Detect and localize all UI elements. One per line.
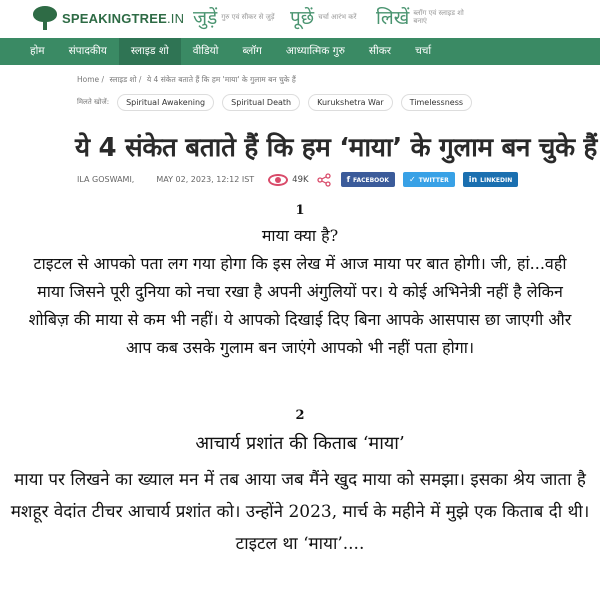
- nav-slideshow[interactable]: स्लाइड शो: [119, 38, 181, 65]
- section-title: माया क्या है?: [261, 226, 339, 245]
- write-subtext: ब्लॉग एवं स्लाइड शो बनाएं: [413, 9, 464, 25]
- nav-seeker[interactable]: सीकर: [368, 45, 392, 57]
- share-icon[interactable]: [317, 173, 331, 187]
- section-text: टाइटल से आपको पता लग गया होगा कि इस लेख में आज माया पर बात होगी। जी, हां...वही माया जिसने पूरी दुनिया को नचा रखा है अपनी अंगुलियों पर। ये कोई अभिनेत्री नहीं है लेकिन शोबिज़ की माया से कम भी नहीं। ये आपको दिखाई दिए बिना आपके आसपास छा जाएगी और आप कब उसके गुलाम बन जाएंगे आपको भी नहीं पता होगा।: [28, 254, 572, 357]
- breadcrumb-slideshow[interactable]: स्लाइड शो /: [109, 75, 142, 84]
- ask-action[interactable]: [290, 4, 374, 30]
- article-meta: [77, 172, 526, 187]
- top-bar: [0, 0, 600, 38]
- view-count: 49K: [292, 174, 309, 185]
- tag-chip[interactable]: Spiritual Death: [222, 94, 300, 111]
- section-number: 1: [295, 203, 305, 218]
- site-logo[interactable]: [32, 6, 184, 30]
- nav-spiritual-gurus[interactable]: आध्यात्मिक गुरु: [285, 45, 345, 57]
- tag-chip[interactable]: Timelessness: [401, 94, 472, 111]
- tags-label: मिलते खोजें:: [77, 98, 110, 106]
- nav-video[interactable]: वीडियो: [192, 45, 219, 57]
- twitter-share-button[interactable]: ✓ TWITTER: [403, 172, 455, 187]
- tag-chip[interactable]: Spiritual Awakening: [117, 94, 214, 111]
- ask-subtext: चर्चा आरंभ करें: [318, 13, 357, 21]
- join-subtext: गुरु एवं सीकर से जुड़ें: [221, 13, 275, 21]
- facebook-share-button[interactable]: f FACEBOOK: [341, 172, 395, 187]
- write-label: लिखें: [376, 7, 410, 29]
- linkedin-icon: in: [468, 175, 478, 184]
- facebook-icon: f: [346, 175, 351, 184]
- logo-text: SPEAKINGTREE.IN: [62, 10, 185, 26]
- eye-icon: [268, 174, 288, 186]
- author-name[interactable]: ILA GOSWAMI,: [77, 175, 135, 184]
- nav-blog[interactable]: ब्लॉग: [242, 45, 262, 57]
- main-nav: [0, 38, 600, 65]
- tag-chip[interactable]: Kurukshetra War: [308, 94, 393, 111]
- breadcrumb-home[interactable]: Home /: [77, 75, 105, 84]
- section-text: माया पर लिखने का ख्याल मन में तब आया जब मैंने खुद माया को समझा। इसका श्रेय जाता है मशहूर वेदांत टीचर आचार्य प्रशांत को। उन्होंने 2023, मार्च के महीने में मुझे एक किताब दी थी। टाइटल था ‘माया’....: [10, 470, 590, 554]
- breadcrumb: [77, 75, 299, 85]
- twitter-icon: ✓: [409, 175, 416, 184]
- join-label: जुड़ें: [193, 7, 218, 29]
- article-headline: ये 4 संकेत बताते हैं कि हम ‘माया’ के गुलाम बन चुके हैं: [75, 133, 598, 163]
- publish-date: MAY 02, 2023, 12:12 IST: [156, 175, 255, 184]
- nav-discussion[interactable]: चर्चा: [415, 45, 432, 57]
- breadcrumb-current: ये 4 संकेत बताते हैं कि हम 'माया' के गुलाम बन चुके हैं: [146, 75, 296, 84]
- section-number: 2: [295, 408, 305, 423]
- nav-editorial[interactable]: संपादकीय: [68, 45, 107, 57]
- ask-label: पूछें: [290, 7, 315, 29]
- linkedin-share-button[interactable]: in LINKEDIN: [463, 172, 519, 187]
- join-action[interactable]: [193, 4, 277, 30]
- write-action[interactable]: [376, 4, 469, 30]
- tree-logo-icon: [32, 6, 58, 30]
- related-tags: [77, 94, 480, 111]
- section-title: आचार्य प्रशांत की किताब ‘माया’: [195, 433, 405, 454]
- nav-home[interactable]: होम: [30, 45, 45, 57]
